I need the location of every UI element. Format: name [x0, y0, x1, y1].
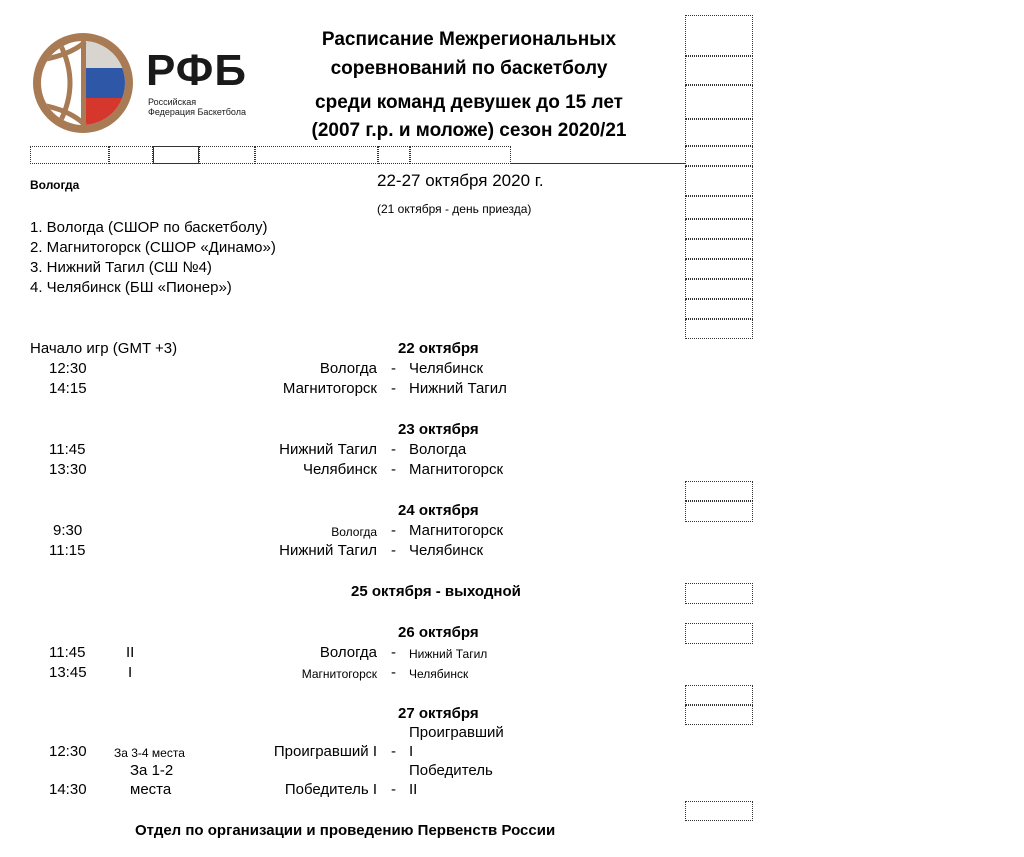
game-time: 14:30	[49, 781, 87, 798]
logo	[30, 30, 270, 140]
logo-abbr: РФБ	[146, 46, 247, 95]
day-date: 26 октября	[398, 624, 479, 641]
game-away: Челябинск	[409, 667, 469, 681]
dates: 22-27 октября 2020 г.	[377, 171, 544, 190]
game-label-line2: места	[130, 781, 172, 798]
game-sep: -	[391, 441, 396, 458]
game-label: I	[128, 664, 133, 681]
game-label: За 3-4 места	[114, 746, 185, 760]
game-time: 12:30	[49, 360, 87, 377]
game-away: Челябинск	[409, 360, 484, 377]
game-sep: -	[391, 743, 396, 760]
game-away: Нижний Тагил	[409, 380, 507, 397]
team-item: 1. Вологда (СШОР по баскетболу)	[30, 219, 268, 236]
title-line2: соревнований по баскетболу	[330, 58, 608, 79]
title-line3: среди команд девушек до 15 лет	[315, 92, 623, 113]
game-label-line1: За 1-2	[130, 762, 174, 779]
game-label: II	[126, 644, 135, 661]
game-away-line1: Проигравший	[409, 724, 504, 741]
game-time: 14:15	[49, 380, 87, 397]
venue-label: Вологда	[30, 178, 80, 192]
game-time: 11:45	[49, 441, 86, 458]
game-away-line1: Победитель	[409, 762, 493, 779]
day-date: 22 октября	[398, 340, 479, 357]
game-home: Вологда	[319, 360, 377, 377]
game-sep: -	[391, 542, 396, 559]
team-item: 3. Нижний Тагил (СШ №4)	[30, 259, 212, 276]
game-home: Проигравший I	[273, 743, 377, 760]
game-sep: -	[391, 664, 396, 681]
logo-line2: Федерация Баскетбола	[148, 107, 246, 117]
game-sep: -	[391, 644, 396, 661]
game-home: Вологда	[331, 525, 377, 539]
game-sep: -	[391, 461, 396, 478]
day-date: 23 октября	[398, 421, 479, 438]
title-line4: (2007 г.р. и моложе) сезон 2020/21	[311, 120, 627, 141]
game-time: 11:15	[49, 542, 86, 559]
game-sep: -	[391, 360, 396, 377]
day-off: 25 октября - выходной	[351, 583, 521, 600]
game-away: Челябинск	[409, 542, 484, 559]
game-sep: -	[391, 781, 396, 798]
day-date: 24 октября	[398, 502, 479, 519]
game-away: Нижний Тагил	[409, 647, 488, 661]
game-home: Магнитогорск	[301, 667, 377, 681]
game-time: 9:30	[53, 522, 83, 539]
game-home: Челябинск	[302, 461, 377, 478]
game-away: Магнитогорск	[409, 522, 504, 539]
game-time: 13:45	[49, 664, 87, 681]
game-away: Магнитогорск	[409, 461, 504, 478]
game-home: Вологда	[319, 644, 377, 661]
footer: Отдел по организации и проведению Первенств России	[135, 822, 556, 839]
game-away-line2: II	[409, 781, 418, 798]
game-time: 12:30	[49, 743, 87, 760]
day-date: 27 октября	[398, 705, 479, 722]
logo-line1: Российская	[148, 97, 197, 107]
schedule-header: Начало игр (GMT +3)	[30, 340, 178, 357]
game-home: Магнитогорск	[282, 380, 377, 397]
game-home: Нижний Тагил	[279, 542, 377, 559]
game-away: Вологда	[409, 441, 467, 458]
game-time: 13:30	[49, 461, 87, 478]
basketball-logo-icon	[30, 30, 136, 136]
game-away-line2: I	[409, 743, 414, 760]
game-sep: -	[391, 522, 396, 539]
team-item: 4. Челябинск (БШ «Пионер»)	[30, 279, 232, 296]
game-sep: -	[391, 380, 396, 397]
game-time: 11:45	[49, 644, 86, 661]
game-home: Победитель I	[284, 781, 377, 798]
arrival-note: (21 октября - день приезда)	[377, 202, 532, 216]
title-line1: Расписание Межрегиональных	[321, 29, 617, 50]
game-home: Нижний Тагил	[279, 441, 377, 458]
team-item: 2. Магнитогорск (СШОР «Динамо»)	[30, 239, 276, 256]
